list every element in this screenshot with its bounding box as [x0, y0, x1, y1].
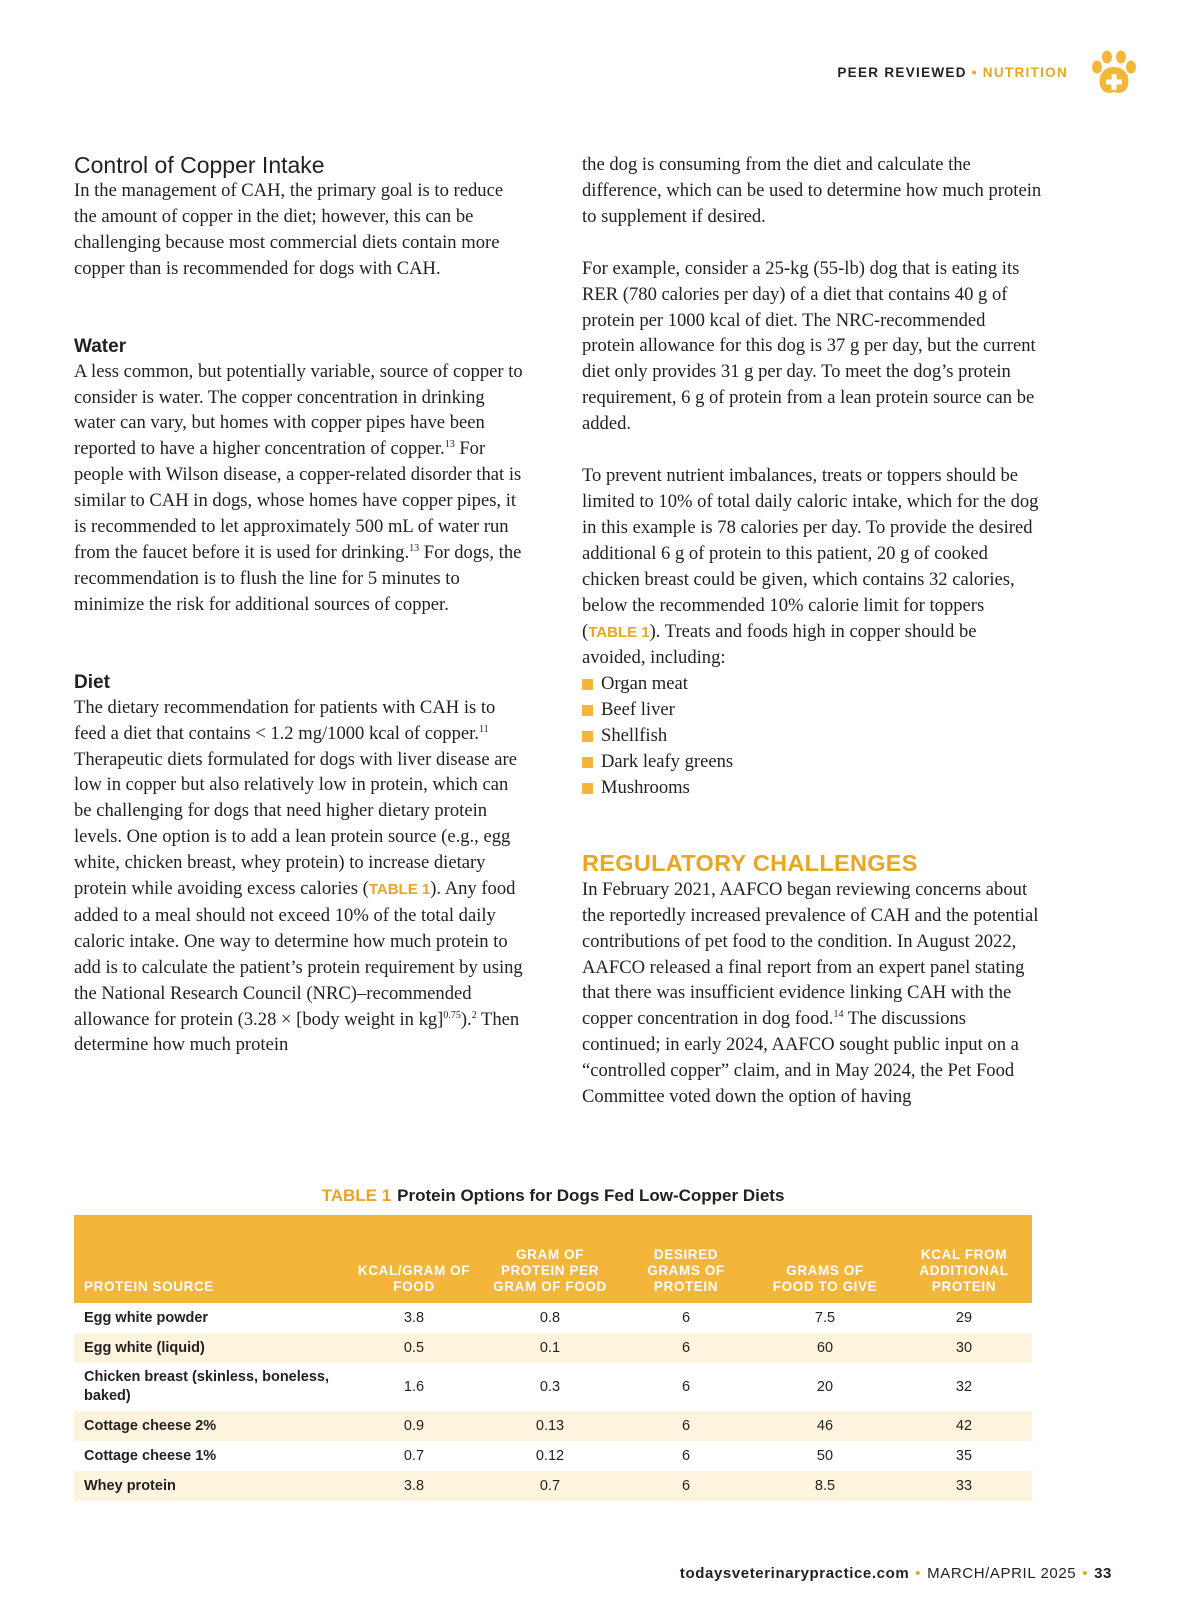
table-1-link[interactable]: TABLE 1: [588, 623, 650, 641]
water-heading: Water: [74, 335, 127, 357]
table-cell: 8.5: [754, 1471, 896, 1501]
citation-14: 14: [833, 1009, 844, 1021]
section-label: PEER REVIEWED: [837, 65, 967, 80]
citation-13: 13: [409, 542, 420, 554]
table-cell: 50: [816, 1447, 834, 1464]
table-cell: Egg white powder: [84, 1309, 209, 1326]
citation-2: 2: [471, 1009, 477, 1021]
right-column: [582, 152, 1042, 1110]
column-header: PROTEIN SOURCE: [74, 1215, 346, 1303]
table-header-row: [74, 1215, 1032, 1303]
table-1-link[interactable]: TABLE 1: [368, 881, 431, 899]
list-item: Shellfish: [582, 723, 1042, 749]
diet-paragraph: The dietary recommendation for patients with CAH is to feed a diet that contains < 1.2 mg/1000 kcal of copper.$^{11}$ Therapeutic diets formulated for dogs with liver disease are low in copper but also relatively low in protein, which can be challenging for dogs that need higher dietary protein levels. One option is to add a lean protein source (e.g., egg white, chicken breast, whey protein) to increase dietary protein while avoiding excess calories (TABLE 1). Any food added to a meal should not exceed 10% of the total daily caloric intake. One way to determine how much protein to add is to calculate the patient’s protein requirement by using the National Research Council (NRC)–recommended allowance for protein (3.28 × [body weight in kg]$^{0.75}$).$^2$ Then determine how much protein: [74, 696, 523, 1056]
table-label: TABLE 1: [321, 1186, 392, 1205]
table-cell: 33: [896, 1471, 1032, 1501]
table-cell: 60: [754, 1333, 896, 1363]
table-cell: 6: [681, 1447, 691, 1464]
page-number: 33: [1094, 1565, 1112, 1582]
regulatory-heading: REGULATORY CHALLENGES: [582, 849, 918, 876]
avoid-foods-list: [582, 671, 1042, 801]
table-cell: 0.7: [482, 1471, 618, 1501]
table-cell: 0.13: [482, 1411, 618, 1441]
table-cell: 6: [618, 1471, 754, 1501]
control-paragraph: In the management of CAH, the primary goal is to reduce the amount of copper in the diet; however, this can be challenging because most commercial diets contain more copper than is recommended for dogs with CAH.: [74, 180, 504, 279]
citation-13: 13: [444, 439, 455, 451]
table-cell: 6: [681, 1309, 691, 1326]
control-heading: Control of Copper Intake: [74, 152, 325, 178]
column-header: KCAL/GRAM OF FOOD: [346, 1215, 482, 1303]
table-cell: 7.5: [814, 1309, 836, 1326]
column-header: KCAL FROM ADDITIONAL PROTEIN: [896, 1215, 1032, 1303]
column-header: DESIRED GRAMS OF PROTEIN: [618, 1215, 754, 1303]
table-cell: 1.6: [403, 1378, 425, 1395]
column-header: GRAMS OF FOOD TO GIVE: [754, 1215, 896, 1303]
right-paragraph-1: the dog is consuming from the diet and calculate the difference, which can be used to determine how much protein to supplement if desired.: [582, 154, 1042, 227]
table-cell: 46: [754, 1411, 896, 1441]
water-paragraph: A less common, but potentially variable, source of copper to consider is water. The copper concentration in drinking water can vary, but homes with copper pipes have been reported to have a higher concentration of copper.$^{13}$ For people with Wilson disease, a copper-related disorder that is similar to CAH in dogs, whose homes have copper pipes, it is recommended to let approximately 500 mL of water run from the faucet before it is used for drinking.$^{13}$ For dogs, the recommendation is to flush the line for 5 minutes to minimize the risk for additional sources of copper.: [74, 360, 523, 615]
table-cell: 3.8: [346, 1471, 482, 1501]
citation-11: 11: [478, 723, 489, 735]
table-cell: 0.9: [346, 1411, 482, 1441]
table-cell: Egg white (liquid): [74, 1333, 346, 1363]
table-row: [74, 1333, 1032, 1363]
table-cell: 42: [896, 1411, 1032, 1441]
list-item: Mushrooms: [582, 775, 1042, 801]
table-cell: 3.8: [403, 1309, 425, 1326]
table-cell: 30: [896, 1333, 1032, 1363]
table-row: [74, 1411, 1032, 1441]
left-column: [74, 152, 526, 1058]
list-item: Dark leafy greens: [582, 749, 1042, 775]
page-footer: [680, 1565, 1112, 1582]
table-cell: Cottage cheese 2%: [74, 1411, 346, 1441]
table-cell: Whey protein: [74, 1471, 346, 1501]
table-cell: 6: [618, 1411, 754, 1441]
exponent: 0.75: [443, 1009, 461, 1021]
table-cell: 0.1: [482, 1333, 618, 1363]
table-cell: Cottage cheese 1%: [84, 1447, 217, 1464]
table-cell: 6: [681, 1378, 691, 1395]
column-header: GRAM OF PROTEIN PER GRAM OF FOOD: [482, 1215, 618, 1303]
table-cell: Chicken breast (skinless, boneless, baked): [84, 1369, 329, 1404]
table-cell: 0.7: [403, 1447, 425, 1464]
table-row: [74, 1303, 1032, 1333]
table-row: [74, 1363, 1032, 1411]
running-header: [837, 65, 1068, 80]
website-url: todaysveterinarypractice.com: [679, 1565, 910, 1582]
regulatory-paragraph: In February 2021, AAFCO began reviewing concerns about the reportedly increased prevalence of CAH and the potential contributions of pet food to the condition. In August 2022, AAFCO released a final report from an expert panel stating that there was insufficient evidence linking CAH with the copper concentration in dog food.$^{14}$ The discussions continued; in early 2024, AAFCO sought public input on a “controlled copper” claim, and in May 2024, the Pet Food Committee voted down the option of having: [582, 878, 1039, 1108]
table-cell: 0.12: [535, 1447, 565, 1464]
treats-paragraph: To prevent nutrient imbalances, treats or toppers should be limited to 10% of total daily caloric intake, which for the dog in this example is 78 calories per day. To provide the desired additional 6 g of protein to this patient, 20 g of cooked chicken breast could be given, which contains 32 calories, below the recommended 10% calorie limit for toppers (TABLE 1). Treats and foods high in copper should be avoided, including:: [582, 465, 1039, 669]
table-cell: 29: [955, 1309, 973, 1326]
example-paragraph: For example, consider a 25-kg (55-lb) dog that is eating its RER (780 calories per day) of a diet that contains 40 g of protein per 1000 kcal of diet. The NRC-recommended protein allowance for this dog is 37 g per day, but the current diet only provides 31 g per day. To meet the dog’s protein requirement, 6 g of protein from a lean protein source can be added.: [582, 257, 1036, 435]
table-title: [74, 1186, 1032, 1206]
table-cell: 6: [618, 1333, 754, 1363]
header-separator: •: [971, 65, 978, 80]
table-cell: 0.8: [539, 1309, 561, 1326]
table-cell: 20: [816, 1378, 834, 1395]
issue-date: MARCH/APRIL 2025: [927, 1565, 1077, 1582]
table-caption: Protein Options for Dogs Fed Low-Copper Diets: [397, 1186, 785, 1205]
topic-label: NUTRITION: [982, 65, 1068, 80]
list-item: Organ meat: [582, 671, 1042, 697]
table-cell: 0.3: [539, 1378, 561, 1395]
paw-plus-icon: [1090, 50, 1138, 96]
table-cell: 35: [955, 1447, 973, 1464]
table-row: [74, 1441, 1032, 1471]
footer-separator: •: [915, 1565, 922, 1582]
list-item: Beef liver: [582, 697, 1042, 723]
table-row: [74, 1471, 1032, 1501]
protein-options-table: [74, 1215, 1032, 1501]
diet-heading: Diet: [74, 671, 110, 693]
footer-separator: •: [1082, 1565, 1089, 1582]
table-cell: 0.5: [346, 1333, 482, 1363]
table-cell: 32: [955, 1378, 973, 1395]
